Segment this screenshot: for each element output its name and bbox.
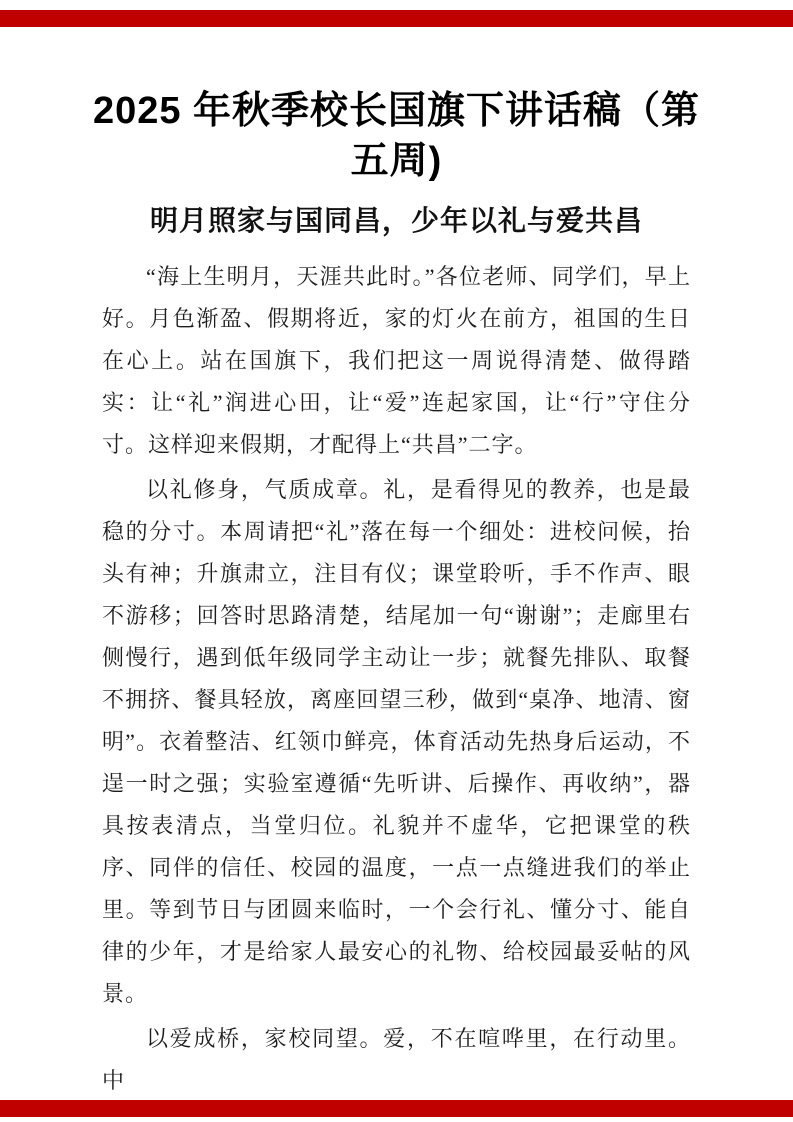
document-title-line-2: 五周) xyxy=(350,140,443,183)
top-red-bar xyxy=(0,10,793,27)
bottom-red-bar xyxy=(0,1100,793,1117)
body-paragraph: 以爱成桥，家校同望。爱，不在喧哗里，在行动里。中 xyxy=(102,1025,691,1093)
document-title xyxy=(0,0,793,186)
document-title-line-1: 2025 年秋季校长国旗下讲话稿（第 xyxy=(92,90,701,132)
body-paragraph: “海上生明月，天涯共此时。”各位老师、同学们，早上好。月色渐盈、假期将近，家的灯火在前方，祖国的生日在心上。站在国旗下，我们把这一周说得清楚、做得踏实：让“礼”润进心田，让“爱”连起家国，让“行”守住分寸。这样迎来假期，才配得上“共昌”二字。 xyxy=(102,263,691,457)
document-body xyxy=(102,256,691,1102)
document-subtitle: 明月照家与国同昌，少年以礼与爱共昌 xyxy=(149,206,643,238)
body-paragraph: 以礼修身，气质成章。礼，是看得见的教养，也是最稳的分寸。本周请把“礼”落在每一个细处：进校问候，抬头有神；升旗肃立，注目有仪；课堂聆听，手不作声、眼不游移；回答时思路清楚，结尾加一句“谢谢”；走廊里右侧慢行，遇到低年级同学主动让一步；就餐先排队、取餐不拥挤、餐具轻放，离座回望三秒，做到“桌净、地清、窗明”。衣着整洁、红领巾鲜亮，体育活动先热身后运动，不逞一时之强；实验室遵循“先听讲、后操作、再收纳”，器具按表清点，当堂归位。礼貌并不虚华，它把课堂的秩序、同伴的信任、校园的温度，一点一点缝进我们的举止里。等到节日与团圆来临时，一个会行礼、懂分寸、能自律的少年，才是给家人最安心的礼物、给校园最妥帖的风景。 xyxy=(102,476,691,1006)
